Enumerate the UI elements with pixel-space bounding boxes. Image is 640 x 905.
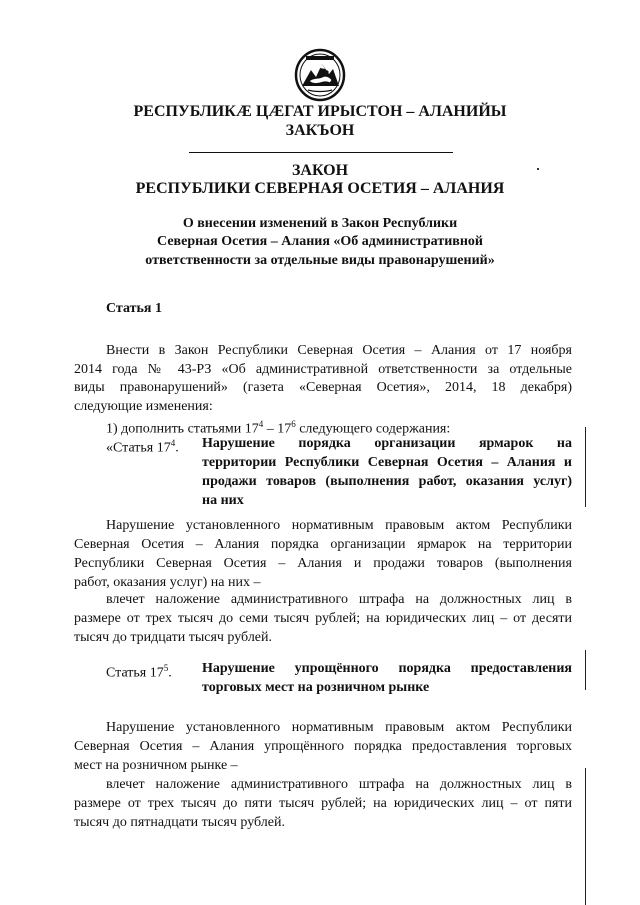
paragraph-line: тысяч до тридцати тысяч рублей. xyxy=(74,630,273,645)
law-subject-line: О внесении изменений в Закон Республики xyxy=(182,216,458,231)
paragraph-line: Республики Северная Осетия – Алания и продажи товаров (выполнения xyxy=(74,556,572,571)
margin-line xyxy=(585,768,586,905)
law-title: ЗАКОН xyxy=(291,162,349,179)
article-17-5-label: Статья $17^5$. xyxy=(106,663,172,681)
header-divider xyxy=(189,152,453,153)
article-17-4-heading: Нарушение порядка организации ярмарок на территории Республики Северная Осетия – Алания и продажи товаров (выполнения работ, оказания услуг) на них xyxy=(202,436,572,508)
amendment-item-1: 1) дополнить статьями $17^4 - 17^6$ следующего содержания: xyxy=(106,419,451,437)
paragraph-line: 2014 года № 43-РЗ «Об административной ответственности за отдельные xyxy=(74,362,572,377)
margin-line xyxy=(585,650,586,690)
law-word-ossetian: ЗАКЪОН xyxy=(285,122,355,139)
paragraph-line: Нарушение установленного нормативным правовым актом Республики xyxy=(106,720,572,735)
paragraph-line: Северная Осетия – Алания порядка организации ярмарок на территории xyxy=(74,537,572,552)
article-17-5-heading: Нарушение упрощённого порядка предоставления торговых мест на розничном рынке xyxy=(202,661,572,695)
article-1-heading: Статья 1 xyxy=(106,301,162,316)
law-subject-line: Северная Осетия – Алания «Об административной xyxy=(157,234,483,249)
paragraph-line: следующие изменения: xyxy=(74,399,213,414)
paragraph-line: мест на розничном рынке – xyxy=(74,758,238,773)
paragraph-line: влечет наложение административного штрафа на должностных лиц в xyxy=(106,777,572,792)
republic-title: РЕСПУБЛИКИ СЕВЕРНАЯ ОСЕТИЯ – АЛАНИЯ xyxy=(135,180,505,197)
paragraph-line: размере от трех тысяч до пяти тысяч рублей; на юридических лиц – от пяти xyxy=(74,796,572,811)
article-17-4-label: «Статья $17^4$. xyxy=(106,438,179,456)
paragraph-line: Внести в Закон Республики Северная Осетия – Алания от 17 ноября xyxy=(106,343,572,358)
law-subject-line: ответственности за отдельные виды правонарушений» xyxy=(145,253,495,268)
paragraph-line: размере от трех тысяч до семи тысяч рублей; на юридических лиц – от десяти xyxy=(74,611,572,626)
paragraph-line: Северная Осетия – Алания упрощённого порядка предоставления торговых xyxy=(74,739,572,754)
paragraph-line: виды правонарушений» (газета «Северная Осетия», 2014, 18 декабря) xyxy=(74,380,572,395)
paragraph-line: Нарушение установленного нормативным правовым актом Республики xyxy=(106,518,572,533)
republic-name-ossetian: РЕСПУБЛИКӔ ЦӔГАТ ИРЫСТОН – АЛАНИЙЫ xyxy=(133,103,507,120)
paragraph-line: влечет наложение административного штрафа на должностных лиц в xyxy=(106,592,572,607)
coat-of-arms-icon xyxy=(292,46,348,102)
paragraph-line: работ, оказания услуг) на них – xyxy=(74,575,261,590)
paragraph-line: тысяч до пятнадцати тысяч рублей. xyxy=(74,815,285,830)
margin-line xyxy=(585,427,586,507)
